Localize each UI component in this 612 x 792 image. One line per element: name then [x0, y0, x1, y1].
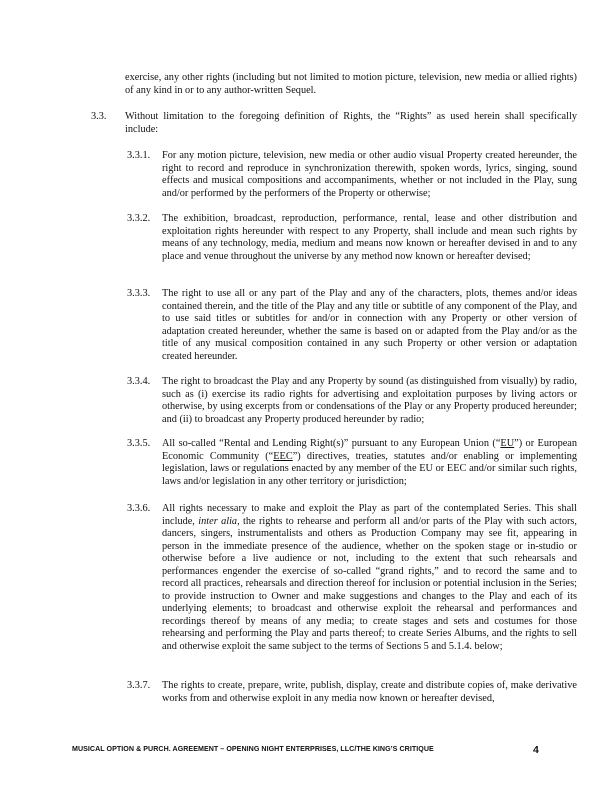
defined-term-eu: EU	[500, 438, 515, 449]
italic-term: inter alia	[198, 515, 238, 527]
intro-paragraph: exercise, any other rights (including but not limited to motion picture, television, new media or allied rights) of any kind in or to any author-written Sequel.	[125, 72, 577, 96]
text-run: All so-called “Rental and Lending Right(s)” pursuant to any European Union (“	[162, 438, 501, 449]
subsection-text: The right to use all or any part of the Play and any of the characters, plots, themes and/or ideas contained therein, and the title of the Play and any title or subtitle of any component of the Play, and to use said titles or subtitles for and/or in connection with any Property or other version of adaptation created hereunder, whether the same is based on or adapted from the Play and/or as the title of any musical composition contained in any such Property or other version or adaptation created hereunder.	[162, 288, 577, 362]
page-number: 4	[533, 744, 539, 756]
subsection-number: 3.3.3.	[127, 288, 151, 299]
text-run: ”) or European Economic Community (“	[162, 438, 578, 462]
subsection-text: The exhibition, broadcast, reproduction, performance, rental, lease and other distribution and exploitation rights hereunder with respect to any Property, shall include and mean such rights by means of any technology, media, medium and means now known or hereafter devised in and to any place and venue throughout the universe by any method now known or hereafter devised;	[162, 213, 577, 262]
text-run: All rights necessary to make and exploit the Play as part of the contemplated Series. This shall include,	[162, 503, 577, 527]
subsection-text	[162, 438, 577, 488]
subsection-number: 3.3.6.	[127, 503, 151, 514]
subsection-text: The right to broadcast the Play and any Property by sound (as distinguished from visually) by radio, such as (i) exercise its radio rights for advertising and exploitation purposes by living actors or otherwise, by using excerpts from or condensations of the Play or any Property produced hereunder; and (ii) to broadcast any Property produced hereunder by radio;	[162, 376, 577, 425]
subsection-number: 3.3.7.	[127, 680, 151, 691]
footer-title: MUSICAL OPTION & PURCH. AGREEMENT – OPENING NIGHT ENTERPRISES, LLC/THE KING’S CRITIQUE	[72, 745, 434, 753]
subsection-text: The rights to create, prepare, write, publish, display, create and distribute copies of, make derivative works from and otherwise exploit in any media now known or hereafter devised,	[162, 680, 577, 704]
text-run: , the rights to rehearse and perform all and/or parts of the Play with such actors, dancers, singers, instrumentalists and others as Production Company may see fit, appearing in person in the immediate presence of the audience, whether on the spoken stage or in-studio or otherwise before a live audience or not, including to the extent that such rehearsals and performances engender the exercise of so-called “grand rights,” and to record the same and to record all practices, rehearsals and direction thereof for inclusion or potential inclusion in the Series; to provide instruction to Owner and make suggestions and changes to the Play and each of its underlying elements; to broadcast and otherwise exploit the rehearsal and performances and recordings thereof by means of any media; to create stages and sets and costumes for those rehearsing and performing the Play and parts thereof; to create Series Albums, and the rights to sell and otherwise exploit the same subject to the terms of Sections 5 and 5.1.4. below;	[162, 515, 577, 652]
subsection-text: For any motion picture, television, new media or other audio visual Property created hereunder, the right to record and reproduce in synchronization therewith, spoken words, lyrics, singing, sound effects and musical compositions and accompaniments, whether or not included in the Play, sung and/or performed by the performers of the Property or otherwise;	[162, 150, 577, 199]
subsection-number: 3.3.1.	[127, 150, 151, 161]
defined-term-eec: EEC	[273, 450, 293, 462]
text-run: ”) directives, treaties, statutes and/or enabling or implementing legislation, laws or regulations enacted by any member of the EU or EEC and/or similar such rights, laws and/or legislation in any other territory or jurisdiction;	[162, 450, 577, 487]
section-text: Without limitation to the foregoing definition of Rights, the “Rights” as used herein shall specifically include:	[125, 111, 577, 135]
subsection-number: 3.3.5.	[127, 438, 151, 449]
section-number: 3.3.	[91, 111, 107, 122]
subsection-text	[162, 503, 577, 653]
subsection-number: 3.3.4.	[127, 376, 151, 387]
subsection-number: 3.3.2.	[127, 213, 151, 224]
